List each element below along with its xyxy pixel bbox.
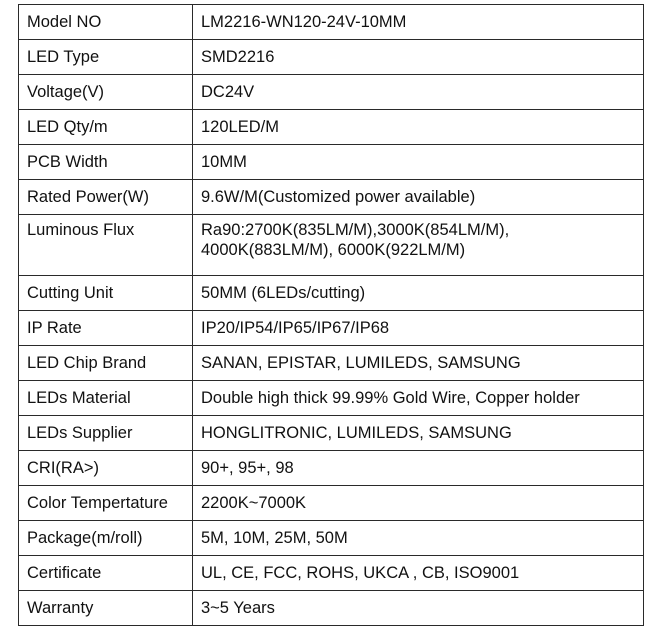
spec-value-line: 5M, 10M, 25M, 50M [201, 529, 348, 547]
spec-value-line: LM2216-WN120-24V-10MM [201, 13, 407, 31]
spec-value [193, 381, 644, 416]
spec-label: Warranty [19, 591, 193, 626]
table-row [19, 40, 644, 75]
spec-label: IP Rate [19, 311, 193, 346]
spec-label: PCB Width [19, 145, 193, 180]
spec-value-line: IP20/IP54/IP65/IP67/IP68 [201, 319, 390, 337]
table-row [19, 521, 644, 556]
spec-value-line: UL, CE, FCC, ROHS, UKCA , CB, ISO9001 [201, 564, 520, 582]
spec-value-line: Ra90:2700K(835LM/M),3000K(854LM/M), [201, 221, 510, 239]
spec-label: Cutting Unit [19, 276, 193, 311]
spec-label: Luminous Flux [19, 215, 193, 276]
spec-value-line: 2200K~7000K [201, 494, 307, 512]
spec-value [193, 486, 644, 521]
table-row [19, 556, 644, 591]
spec-value-line: SMD2216 [201, 48, 275, 66]
spec-value-line: DC24V [201, 83, 255, 101]
spec-value [193, 311, 644, 346]
spec-label: Voltage(V) [19, 75, 193, 110]
spec-value-line: 9.6W/M(Customized power available) [201, 188, 476, 206]
spec-value-line: 4000K(883LM/M), 6000K(922LM/M) [201, 241, 466, 259]
spec-value-line: 120LED/M [201, 118, 279, 136]
spec-value [193, 40, 644, 75]
spec-value [193, 75, 644, 110]
table-row [19, 145, 644, 180]
spec-value-line: Double high thick 99.99% Gold Wire, Copper holder [201, 389, 580, 407]
table-row [19, 110, 644, 145]
spec-label: LED Chip Brand [19, 346, 193, 381]
spec-label: CRI(RA>) [19, 451, 193, 486]
spec-label: Color Tempertature [19, 486, 193, 521]
spec-label: LED Type [19, 40, 193, 75]
table-row [19, 416, 644, 451]
spec-value [193, 556, 644, 591]
spec-value [193, 215, 644, 276]
table-row [19, 215, 644, 276]
spec-value [193, 346, 644, 381]
spec-label: Rated Power(W) [19, 180, 193, 215]
spec-value-line: 50MM (6LEDs/cutting) [201, 284, 366, 302]
spec-value-line: HONGLITRONIC, LUMILEDS, SAMSUNG [201, 424, 512, 442]
spec-label: LED Qty/m [19, 110, 193, 145]
spec-value-line: 3~5 Years [201, 599, 275, 617]
spec-label: Package(m/roll) [19, 521, 193, 556]
spec-value [193, 110, 644, 145]
spec-label: LEDs Material [19, 381, 193, 416]
table-row [19, 381, 644, 416]
table-row [19, 75, 644, 110]
spec-value-line: 90+, 95+, 98 [201, 459, 294, 477]
spec-label: Model NO [19, 5, 193, 40]
spec-value [193, 145, 644, 180]
spec-value [193, 276, 644, 311]
spec-value [193, 591, 644, 626]
table-row [19, 180, 644, 215]
spec-value [193, 521, 644, 556]
table-row [19, 311, 644, 346]
spec-table-body [19, 5, 644, 626]
spec-label: Certificate [19, 556, 193, 591]
table-row [19, 5, 644, 40]
table-row [19, 276, 644, 311]
spec-value-line: SANAN, EPISTAR, LUMILEDS, SAMSUNG [201, 354, 521, 372]
spec-value-line: 10MM [201, 153, 247, 171]
table-row [19, 346, 644, 381]
spec-value [193, 180, 644, 215]
spec-table [18, 4, 644, 626]
spec-value [193, 416, 644, 451]
spec-value [193, 451, 644, 486]
spec-value [193, 5, 644, 40]
spec-label: LEDs Supplier [19, 416, 193, 451]
table-row [19, 591, 644, 626]
table-row [19, 451, 644, 486]
table-row [19, 486, 644, 521]
